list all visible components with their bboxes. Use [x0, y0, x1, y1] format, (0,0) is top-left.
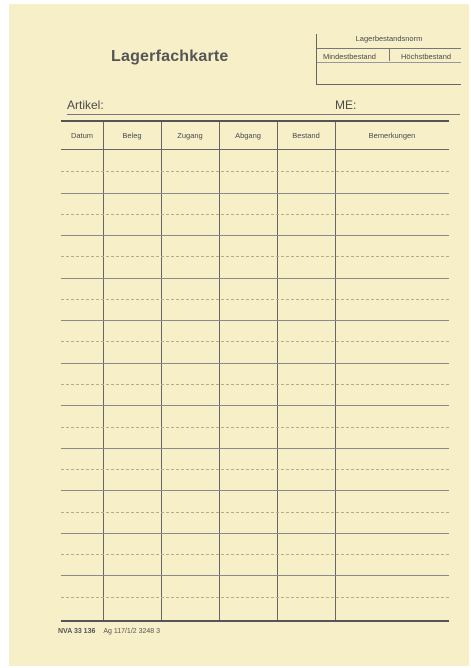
- table-row[interactable]: [61, 214, 449, 215]
- table-row[interactable]: [61, 469, 449, 470]
- column-header-receipt: Zugang: [177, 131, 203, 140]
- max-stock-label: Höchstbestand: [401, 52, 452, 61]
- table-row[interactable]: [61, 193, 449, 194]
- article-line[interactable]: [67, 114, 460, 115]
- table-row[interactable]: [61, 512, 449, 513]
- column-header-issue: Abgang: [235, 131, 261, 140]
- header-rule: [61, 149, 449, 150]
- table-row[interactable]: [61, 533, 449, 534]
- column-divider: [335, 122, 336, 620]
- table-row[interactable]: [61, 363, 449, 364]
- form-title: Lagerfachkarte: [111, 48, 229, 65]
- table-row[interactable]: [61, 405, 449, 406]
- column-divider: [219, 122, 220, 620]
- table-row[interactable]: [61, 575, 449, 576]
- table-row[interactable]: [61, 384, 449, 385]
- table-row[interactable]: [61, 427, 449, 428]
- form-code: NVA 33 136: [58, 628, 96, 635]
- min-stock-label: Mindestbestand: [323, 52, 376, 61]
- form-footer: [58, 628, 160, 635]
- column-header-date: Datum: [70, 131, 94, 140]
- form-ref: Ag 117/1/2 3248 3: [103, 628, 161, 635]
- column-header-balance: Bestand: [292, 131, 320, 140]
- table-row[interactable]: [61, 235, 449, 236]
- article-label: Artikel:: [67, 98, 104, 112]
- column-divider: [277, 122, 278, 620]
- column-header-remarks: Bemerkungen: [368, 131, 416, 140]
- column-header-voucher: Beleg: [122, 131, 142, 140]
- table-row[interactable]: [61, 171, 449, 172]
- stock-norm-value-rule: [317, 62, 461, 63]
- stock-norm-box: [316, 34, 461, 85]
- table-row[interactable]: [61, 256, 449, 257]
- table-row[interactable]: [61, 554, 449, 555]
- stock-norm-title: Lagerbestandsnorm: [355, 34, 423, 43]
- unit-label: ME:: [335, 98, 357, 112]
- stock-norm-divider: [389, 49, 390, 61]
- column-divider: [103, 122, 104, 620]
- table-row[interactable]: [61, 490, 449, 491]
- table-row[interactable]: [61, 320, 449, 321]
- table-row[interactable]: [61, 341, 449, 342]
- table-row[interactable]: [61, 278, 449, 279]
- table-row[interactable]: [61, 448, 449, 449]
- ledger-table: [61, 120, 449, 622]
- table-row[interactable]: [61, 597, 449, 598]
- table-row[interactable]: [61, 299, 449, 300]
- column-divider: [161, 122, 162, 620]
